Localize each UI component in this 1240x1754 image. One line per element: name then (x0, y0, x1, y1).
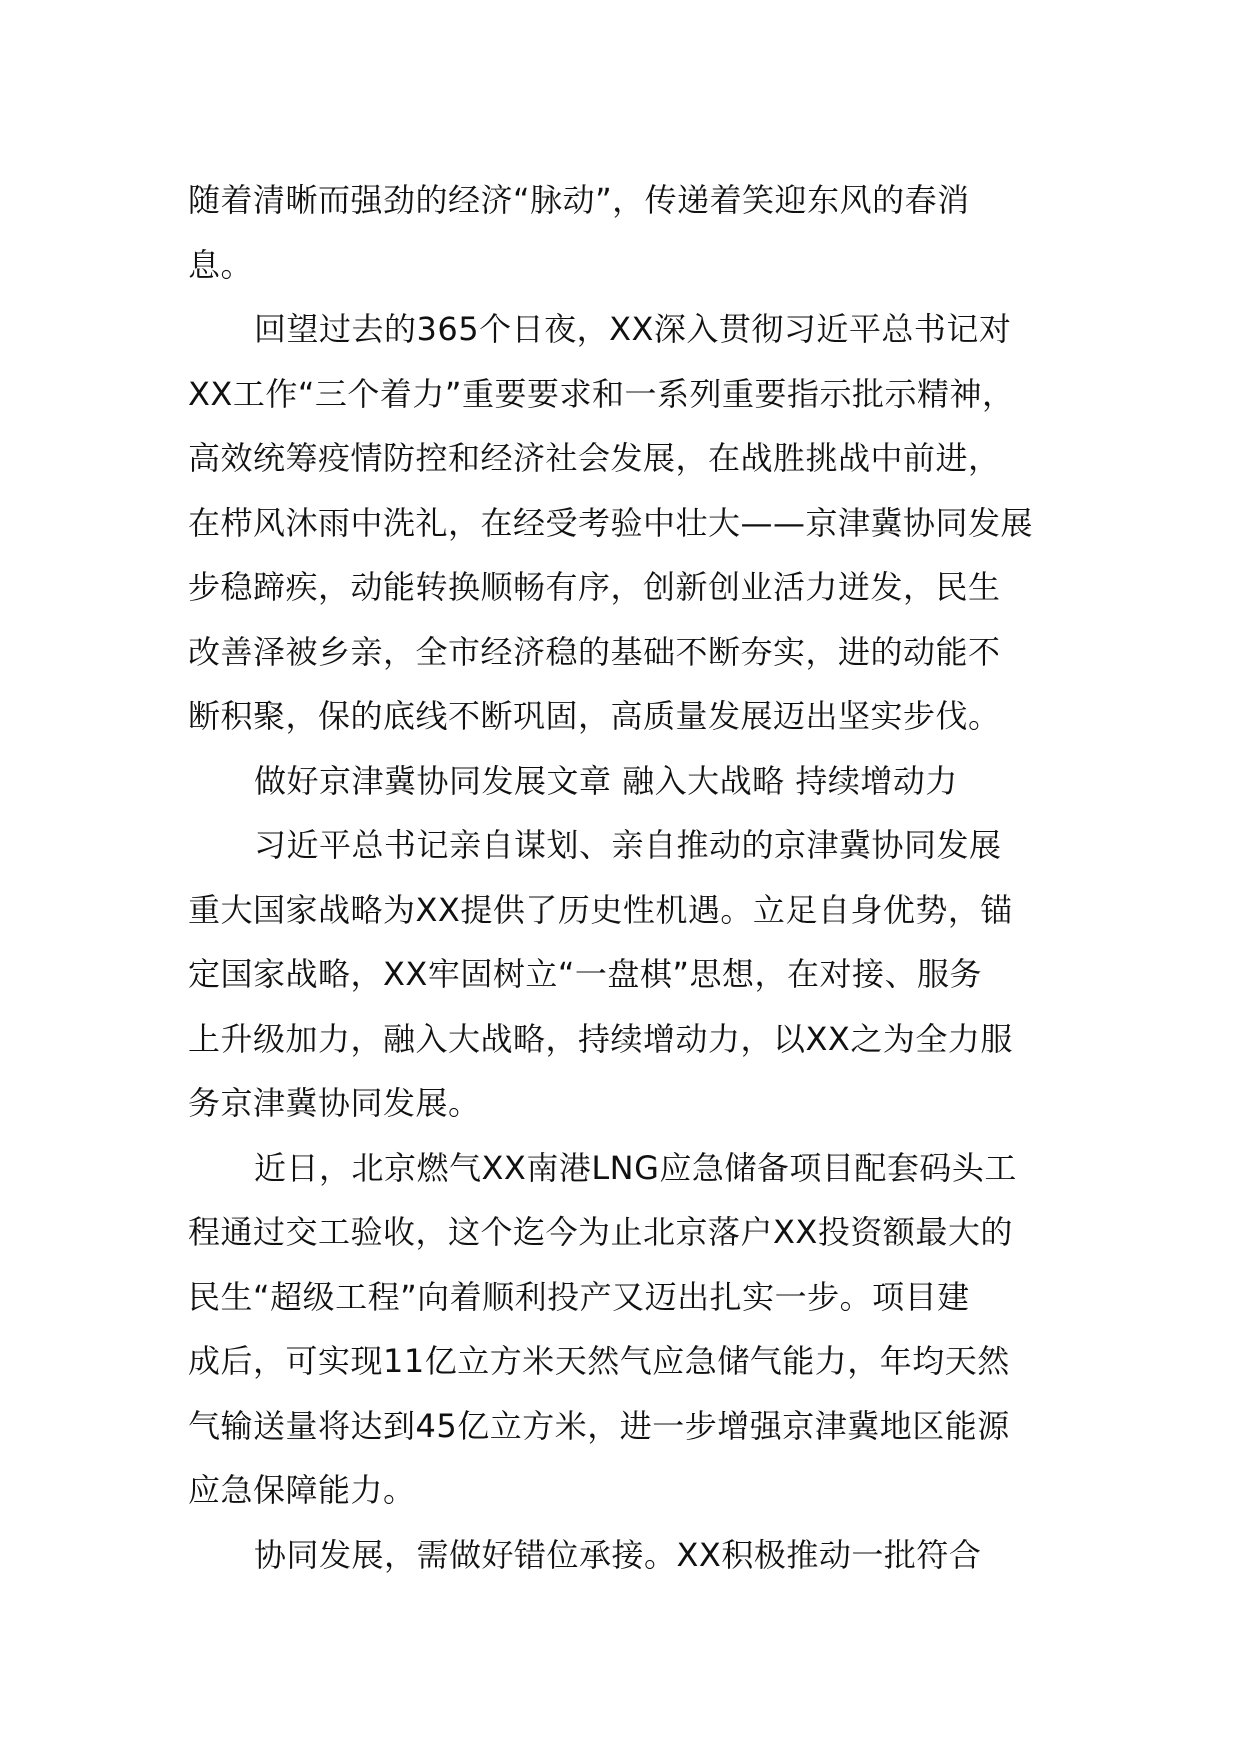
text-line: 成后，可实现11亿立方米天然气应急储气能力，年均天然 (188, 1342, 1010, 1380)
text-line: 随着清晰而强劲的经济“脉动”，传递着笑迎东风的春消 (188, 181, 970, 219)
text-line: 协同发展，需做好错位承接。XX积极推动一批符合 (254, 1535, 982, 1574)
text-line: 定国家战略，XX牢固树立“一盘棋”思想，在对接、服务 (188, 955, 983, 993)
text-line: 习近平总书记亲自谋划、亲自推动的京津冀协同发展 (254, 826, 1002, 864)
text-line: 重大国家战略为XX提供了历史性机遇。立足自身优势，锚 (188, 890, 1013, 929)
text-line: 民生“超级工程”向着顺利投产又迈出扎实一步。项目建 (188, 1277, 970, 1316)
text-line: 近日，北京燃气XX南港LNG应急储备项目配套码头工 (254, 1148, 1017, 1187)
text-line: 在栉风沐雨中洗礼，在经受考验中壮大——京津冀协同发展 (188, 503, 1034, 542)
text-line: 息。 (188, 245, 254, 284)
text-line: 高效统筹疫情防控和经济社会发展，在战胜挑战中前进， (188, 439, 1001, 477)
text-line: 务京津冀协同发展。 (188, 1084, 481, 1122)
text-line: 程通过交工验收，这个迄今为止北京落户XX投资额最大的 (188, 1213, 1013, 1251)
text-line: 上升级加力，融入大战略，持续增动力，以XX之为全力服 (188, 1019, 1013, 1058)
section-heading: 做好京津冀协同发展文章 融入大战略 持续增动力 (254, 761, 958, 800)
text-line: 改善泽被乡亲，全市经济稳的基础不断夯实，进的动能不 (188, 632, 1001, 671)
text-line: XX工作“三个着力”重要要求和一系列重要指示批示精神， (188, 374, 1015, 413)
text-line: 应急保障能力。 (188, 1471, 416, 1509)
text-line: 气输送量将达到45亿立方米，进一步增强京津冀地区能源 (188, 1406, 1010, 1445)
text-line: 断积聚，保的底线不断巩固，高质量发展迈出坚实步伐。 (188, 697, 1001, 735)
text-line: 回望过去的365个日夜，XX深入贯彻习近平总书记对 (254, 310, 1012, 348)
document-body (188, 168, 1058, 1587)
text-line: 步稳蹄疾，动能转换顺畅有序，创新创业活力迸发，民生 (188, 568, 1001, 606)
